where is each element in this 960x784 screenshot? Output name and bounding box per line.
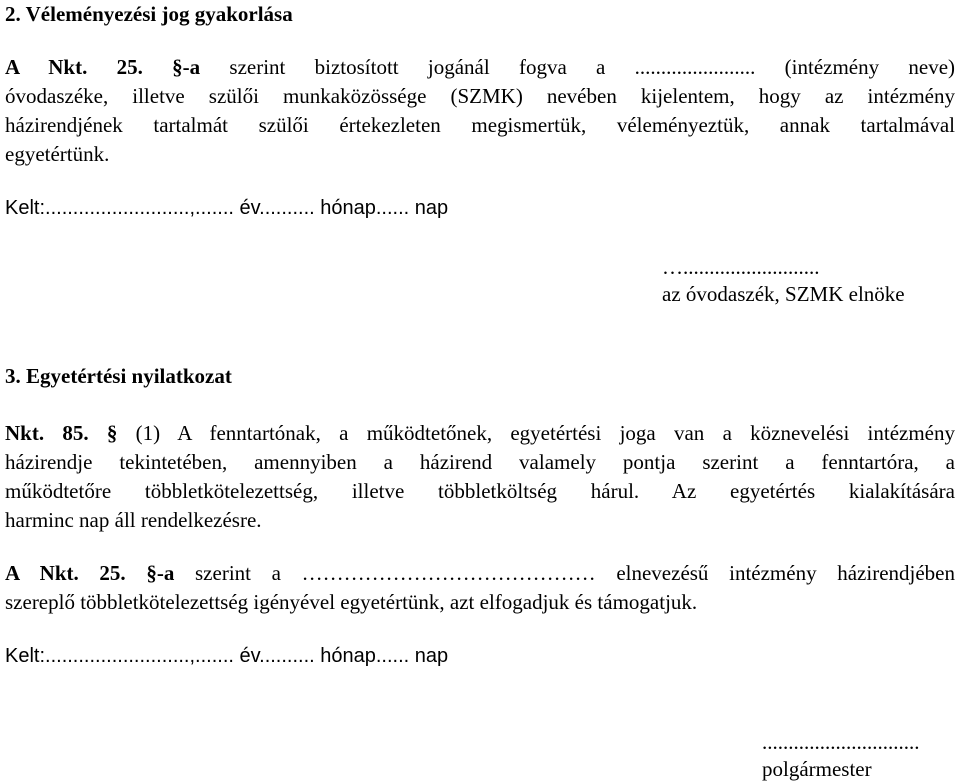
signature-label: polgármester: [762, 757, 872, 781]
paragraph-line: óvodaszéke, illetve szülői munkaközössége (SZMK) nevében kijelentem, hogy az intézmény: [5, 84, 955, 108]
section-3-paragraph: [5, 421, 955, 537]
signature-label: az óvodaszék, SZMK elnöke: [662, 282, 905, 306]
paragraph-line: [5, 55, 955, 84]
paragraph-line: [5, 421, 955, 450]
paragraph-line: harminc nap áll rendelkezésre.: [5, 508, 262, 532]
paragraph-text: szerint a: [174, 561, 302, 585]
name-blank: ……………………………………: [301, 561, 596, 585]
section-3-declaration: [5, 561, 955, 619]
paragraph-text: Az egyetértés kialakítására: [639, 479, 955, 503]
paragraph-line: házirendje tekintetében, amennyiben a házirend valamely pontja szerint a fenntartóra, a: [5, 450, 955, 474]
paragraph-text: (1) A fenntartónak, a működtetőnek, egyetértési joga van a köznevelési intézmény: [117, 421, 956, 445]
paragraph-line: házirendjének tartalmát szülői értekezleten megismertük, véleményeztük, annak tartalmával: [5, 113, 955, 137]
kelt-line: Kelt:..........................,....... év.......... hónap...... nap: [5, 197, 449, 219]
signature-dots: ..............................: [762, 730, 920, 754]
paragraph-line: szereplő többletkötelezettség igényével egyetértünk, azt elfogadjuk és támogatjuk.: [5, 590, 698, 614]
law-reference: A Nkt. 25. §-a: [5, 55, 201, 79]
paragraph-text: szerint biztosított jogánál fogva a ....................... (intézmény neve): [200, 55, 956, 79]
paragraph-text: működtetőre többletkötelezettség, illetve többletköltség hárul.: [5, 479, 640, 503]
paragraph-line: [5, 479, 955, 508]
kelt-line: Kelt:..........................,....... év.......... hónap...... nap: [5, 645, 449, 667]
section-3-heading: 3. Egyetértési nyilatkozat: [5, 364, 232, 388]
paragraph-text: elnevezésű intézmény házirendjében: [595, 561, 956, 585]
section-2-heading: 2. Véleményezési jog gyakorlása: [5, 2, 293, 26]
signature-dots: …..........................: [662, 255, 820, 279]
paragraph-line: [5, 561, 955, 590]
section-2-paragraph: [5, 55, 955, 171]
law-reference: Nkt. 85. §: [5, 421, 118, 445]
law-reference: A Nkt. 25. §-a: [5, 561, 175, 585]
paragraph-line: egyetértünk.: [5, 142, 110, 166]
